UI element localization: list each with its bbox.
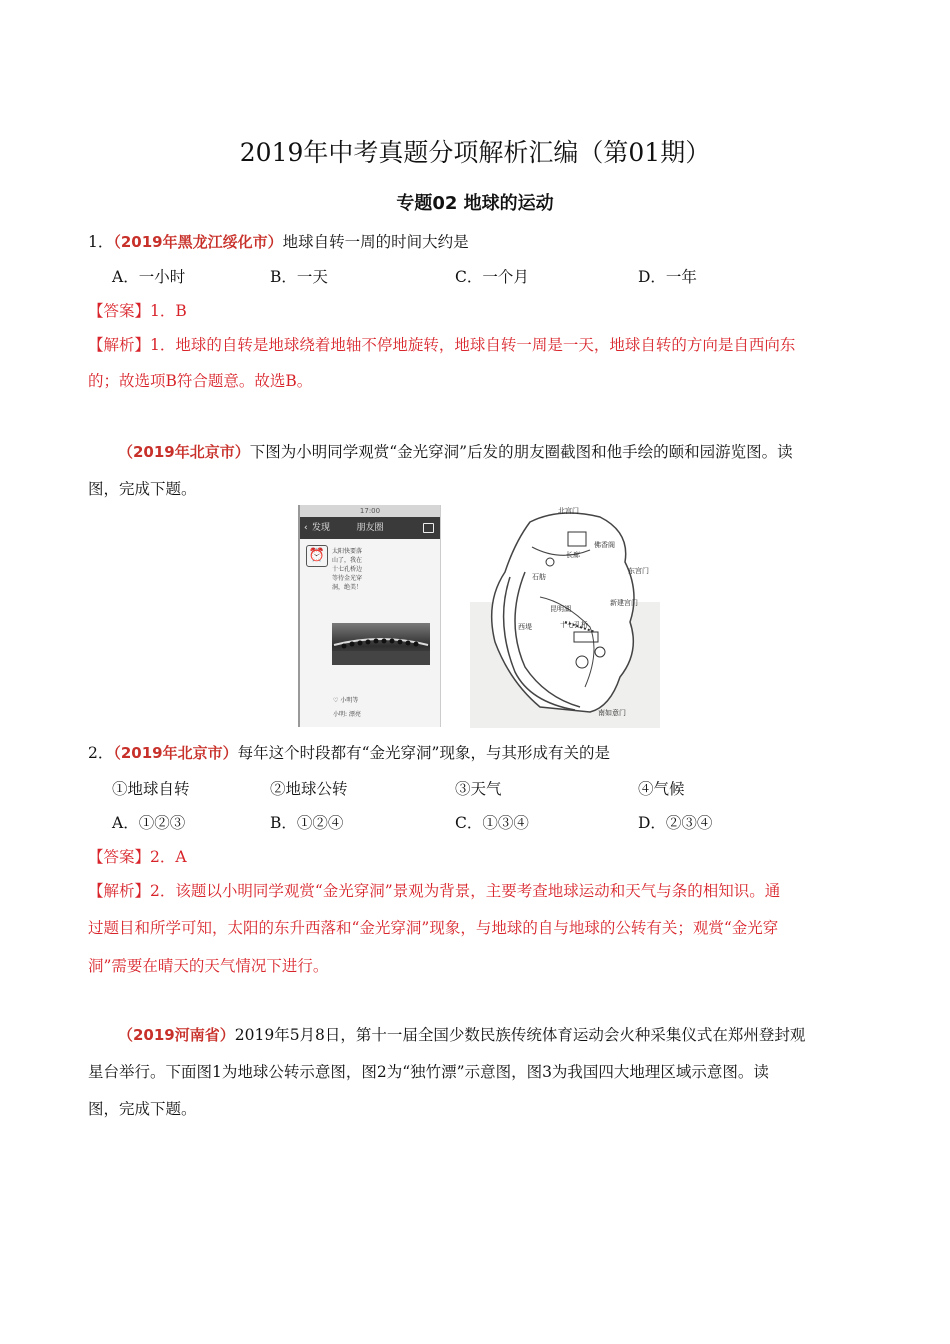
statement-3: ③天气 <box>455 780 502 798</box>
status-bar: 17:00 <box>300 505 440 517</box>
intro-source: （2019河南省） <box>118 1026 235 1044</box>
post-text <box>332 547 362 592</box>
option-a: A．①②③ <box>112 814 186 832</box>
map-drawing <box>470 502 660 728</box>
intro-henan-line2: 星台举行。下面图1为地球公转示意图，图2为“独竹漂”示意图，图3为我国四大地理区域示意图。读 <box>88 1063 769 1081</box>
intro-beijing-line2: 图，完成下题。 <box>88 480 197 498</box>
analysis-tag: 【解析】 <box>88 336 151 354</box>
answer-2 <box>88 845 187 867</box>
post-line: 等待金光穿 <box>332 575 363 582</box>
back-icon: ‹ <box>304 523 308 533</box>
map-label: 东宫门 <box>628 567 649 575</box>
question-source: （2019年北京市） <box>113 744 238 762</box>
analysis-2-line1 <box>88 879 780 901</box>
intro-text: 下图为小明同学观赏“金光穿洞”后发的朋友圈截图和他手绘的颐和园游览图。读 <box>249 443 793 461</box>
analysis-1-line2: 的；故选项B符合题意。故选B。 <box>88 372 313 390</box>
header-title: 朋友圈 <box>356 523 384 533</box>
analysis-2-line3: 洞”需要在晴天的天气情况下进行。 <box>88 957 329 975</box>
comment-row: 小明: 漂亮 <box>333 711 361 718</box>
analysis-2-line2: 过题目和所学可知，太阳的东升西落和“金光穿洞”现象，与地球的自与地球的公转有关；观赏“金光穿 <box>88 919 779 937</box>
statement-2: ②地球公转 <box>270 780 348 798</box>
question-2 <box>88 741 610 763</box>
map-label: 新建宫门 <box>610 599 638 607</box>
heart-icon: ♡ <box>333 697 339 704</box>
map-label: 石舫 <box>532 573 546 581</box>
post-line: 洞，绝美！ <box>332 584 363 591</box>
question-stem: 每年这个时段都有“金光穿洞”现象，与其形成有关的是 <box>237 744 610 762</box>
option-a: A．一小时 <box>112 268 186 286</box>
analysis-text: 2．该题以小明同学观赏“金光穿洞”景观为背景，主要考查地球运动和天气与条的相知识。通 <box>150 882 781 900</box>
wechat-screenshot <box>298 505 441 727</box>
option-b: B．一天 <box>270 268 328 286</box>
document-title: 2019年中考真题分项解析汇编（第01期） <box>239 138 711 167</box>
phone-header <box>300 517 440 539</box>
intro-beijing-line1 <box>118 440 793 462</box>
option-c: C．①③④ <box>455 814 529 832</box>
back-label: 发现 <box>312 523 331 533</box>
map-label: 南如意门 <box>598 709 626 717</box>
question-source: （2019年黑龙江绥化市） <box>113 233 283 251</box>
analysis-1-line1 <box>88 333 795 355</box>
map-label: 佛香阁 <box>594 541 615 549</box>
question-1 <box>88 230 469 252</box>
option-b: B．①②④ <box>270 814 344 832</box>
statement-4: ④气候 <box>638 780 685 798</box>
topic-subtitle: 专题02 地球的运动 <box>396 193 554 214</box>
intro-text: 2019年5月8日，第十一届全国少数民族传统体育运动会火种采集仪式在郑州登封观 <box>234 1026 806 1044</box>
answer-text: 1．B <box>150 302 187 320</box>
answer-tag: 【答案】 <box>88 848 151 866</box>
intro-source: （2019年北京市） <box>118 443 250 461</box>
post-line: 太阳快要落 <box>332 548 363 555</box>
avatar: ⏰ <box>306 545 328 567</box>
intro-henan-line1 <box>118 1023 805 1045</box>
map-label: 昆明湖 <box>550 605 571 613</box>
intro-henan-line3: 图，完成下题。 <box>88 1100 197 1118</box>
option-c: C．一个月 <box>455 268 529 286</box>
answer-text: 2．A <box>150 848 187 866</box>
analysis-text: 1．地球的自转是地球绕着地轴不停地旋转，地球自转一周是一天，地球自转的方向是自西向东 <box>150 336 796 354</box>
likes-text: 小明等 <box>340 697 359 704</box>
option-d: D．一年 <box>638 268 697 286</box>
analysis-tag: 【解析】 <box>88 882 151 900</box>
post-line: 十七孔桥边 <box>332 566 363 573</box>
likes-row <box>333 695 358 704</box>
summer-palace-map <box>470 502 660 728</box>
answer-1 <box>88 299 187 321</box>
map-label: 十七孔桥 <box>560 621 588 629</box>
camera-icon <box>423 523 434 533</box>
answer-tag: 【答案】 <box>88 302 151 320</box>
post-line: 山了，我在 <box>332 557 363 564</box>
statement-1: ①地球自转 <box>112 780 190 798</box>
question-number: 2． <box>88 744 114 762</box>
map-label: 长廊 <box>566 551 580 559</box>
map-label: 西堤 <box>518 623 532 631</box>
option-d: D．②③④ <box>638 814 713 832</box>
map-label: 北宫门 <box>558 507 579 515</box>
bridge-photo <box>332 623 430 665</box>
question-number: 1． <box>88 233 114 251</box>
question-stem: 地球自转一周的时间大约是 <box>282 233 469 251</box>
